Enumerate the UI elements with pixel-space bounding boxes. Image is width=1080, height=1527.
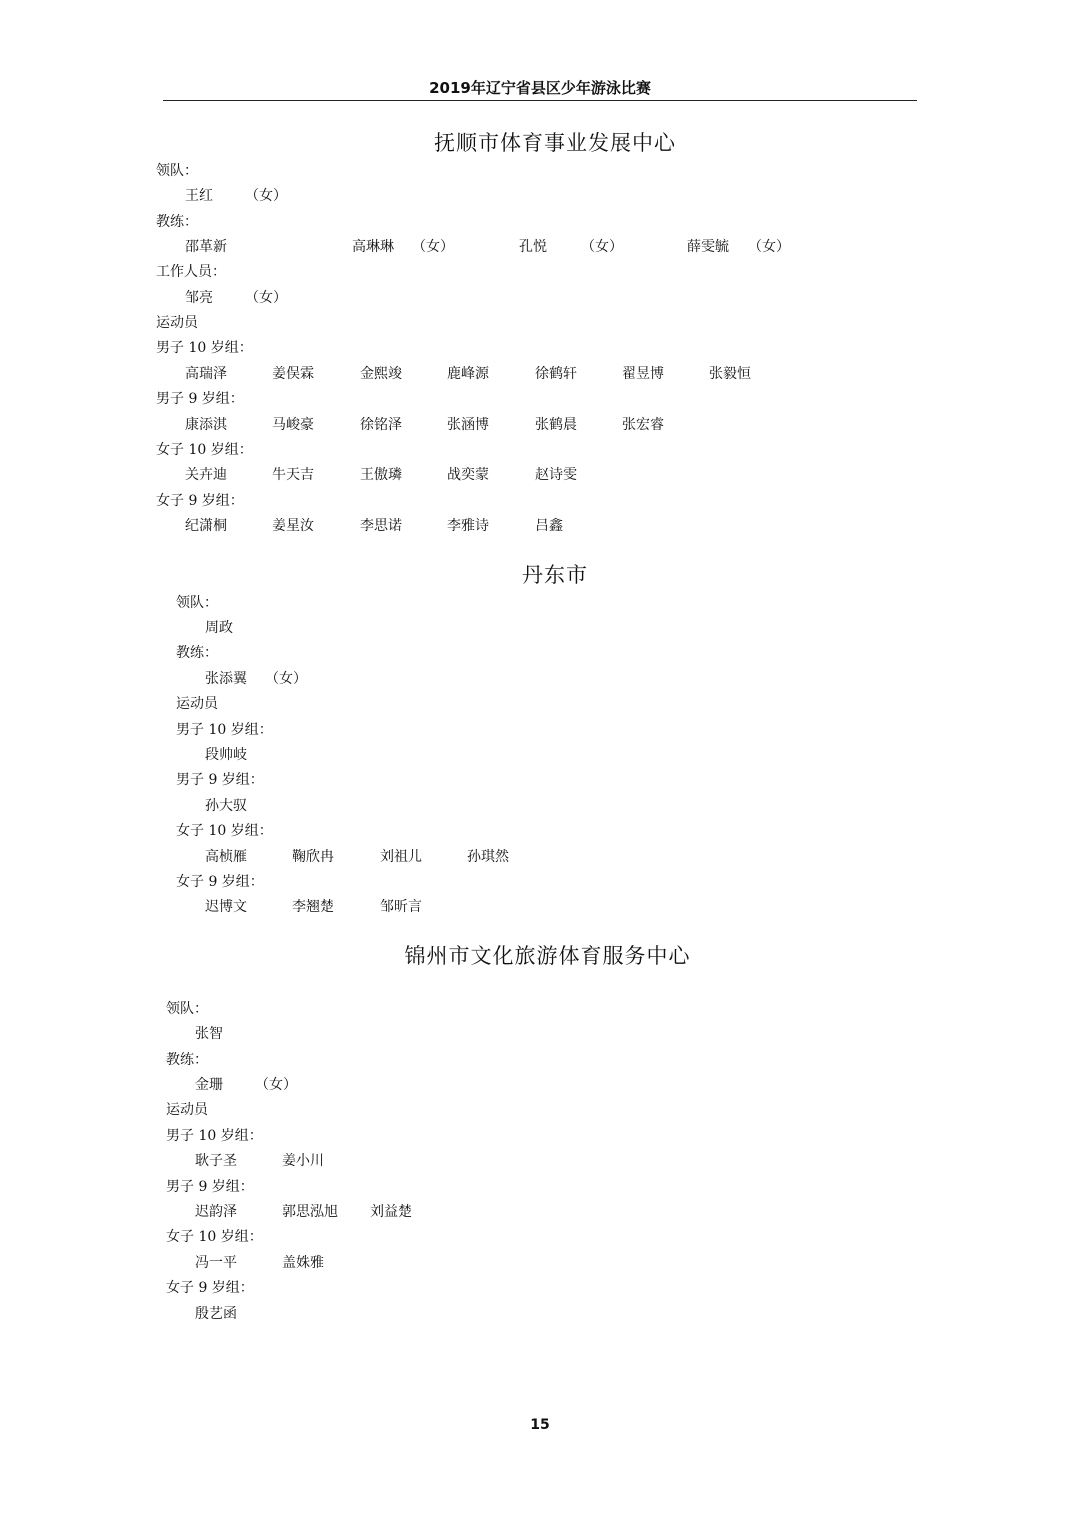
athlete-name: 康添淇 — [185, 417, 227, 433]
athlete-name: 李雅诗 — [447, 518, 489, 534]
athlete-name: 张涵博 — [447, 417, 489, 433]
header-rule — [163, 100, 917, 101]
athlete-name: 李翘楚 — [292, 899, 334, 915]
athlete-name: 耿子圣 — [195, 1153, 237, 1169]
gender-note: （女） — [255, 1077, 297, 1093]
athlete-name: 牛天吉 — [272, 467, 314, 483]
athlete-name: 殷艺函 — [195, 1306, 237, 1322]
person-name: 张智 — [195, 1026, 223, 1042]
athlete-name: 高瑞泽 — [185, 366, 227, 382]
athlete-name: 金熙竣 — [360, 366, 402, 382]
person-name: 王红 — [185, 188, 213, 204]
team-title: 丹东市 — [522, 563, 588, 587]
athlete-name: 翟昱博 — [622, 366, 664, 382]
page-number: 15 — [530, 1417, 550, 1433]
athlete-name: 王傲璘 — [360, 467, 402, 483]
athlete-name: 鞠欣冉 — [292, 849, 334, 865]
person-name: 张添翼 — [205, 671, 247, 687]
team-title: 抚顺市体育事业发展中心 — [434, 131, 676, 155]
athlete-name: 盖姝雅 — [282, 1255, 324, 1271]
athlete-name: 姜俣霖 — [272, 366, 314, 382]
team-title: 锦州市文化旅游体育服务中心 — [404, 944, 691, 968]
person-name: 周政 — [205, 620, 233, 636]
athlete-name: 张鹤晨 — [535, 417, 577, 433]
person-name: 邵革新 — [185, 239, 227, 255]
athlete-name: 刘祖儿 — [380, 849, 422, 865]
athlete-name: 纪潇桐 — [185, 518, 227, 534]
athlete-name: 马峻豪 — [272, 417, 314, 433]
gender-note: （女） — [265, 671, 307, 687]
athlete-name: 冯一平 — [195, 1255, 237, 1271]
athlete-name: 战奕蒙 — [447, 467, 489, 483]
athlete-name: 孙大驭 — [205, 798, 247, 814]
athlete-name: 张毅恒 — [709, 366, 751, 382]
athlete-name: 关卉迪 — [185, 467, 227, 483]
athlete-name: 姜小川 — [282, 1153, 324, 1169]
athlete-name: 徐鹤轩 — [535, 366, 577, 382]
gender-note: （女） — [581, 239, 623, 255]
athlete-name: 吕鑫 — [535, 518, 563, 534]
athlete-name: 段帅岐 — [205, 747, 247, 763]
athlete-name: 徐铭泽 — [360, 417, 402, 433]
athlete-name: 刘益楚 — [370, 1204, 412, 1220]
athlete-name: 高桢雁 — [205, 849, 247, 865]
athlete-name: 邹昕言 — [380, 899, 422, 915]
document-page: 2019年辽宁省县区少年游泳比赛 抚顺市体育事业发展中心 领队： 王红 （女） 教练： 邵革新 高琳琳 （女） 孔悦 （女） 薛雯毓 （女） 工作人员： 邹亮 （女） 运动员 男子 10 岁组： 高瑞泽 姜俣霖 金熙竣 鹿峰源 徐鹤轩 翟昱博 张毅恒 男子 9 岁组： 康添淇 马峻豪 徐铭泽 张涵博 张鹤晨 张宏睿 女子 10 岁组： 关卉迪 牛天吉 王傲璘 战奕蒙 赵诗雯 女子 9 岁组： 纪潇桐 姜星汝 李思诺 李雅诗 吕鑫 丹东市 领队： 周政 教练： 张添翼 （女） 运动员 男子 10 岁组： 段帅岐 男子 9 岁组： 孙大驭 女子 10 岁组： 高桢雁 鞠欣冉 刘祖儿 孙琪然 女子 9 岁组： 迟博文 李翘楚 邹昕言 锦州市文化旅游体育服务中心 领队： 张智 教练： 金珊 （女） 运动员 男子 10 岁组： 耿子圣 姜小川 男子 9 岁组： 迟韵泽 郭思泓旭 刘益楚 女子 10 岁组： 冯一平 盖姝雅 女子 9 岁组： 殷艺函 15 — [0, 0, 1080, 1527]
athlete-name: 姜星汝 — [272, 518, 314, 534]
athlete-name: 李思诺 — [360, 518, 402, 534]
person-name: 邹亮 — [185, 290, 213, 306]
person-name: 高琳琳 — [352, 239, 394, 255]
athlete-name: 张宏睿 — [622, 417, 664, 433]
gender-note: （女） — [245, 188, 287, 204]
gender-note: （女） — [412, 239, 454, 255]
athlete-name: 迟博文 — [205, 899, 247, 915]
person-name: 孔悦 — [519, 239, 547, 255]
athlete-name: 鹿峰源 — [447, 366, 489, 382]
athlete-name: 迟韵泽 — [195, 1204, 237, 1220]
person-name: 金珊 — [195, 1077, 223, 1093]
gender-note: （女） — [748, 239, 790, 255]
page-header: 2019年辽宁省县区少年游泳比赛 — [429, 79, 651, 97]
person-name: 薛雯毓 — [687, 239, 729, 255]
athlete-name: 郭思泓旭 — [282, 1204, 338, 1220]
athlete-name: 孙琪然 — [467, 849, 509, 865]
athlete-name: 赵诗雯 — [535, 467, 577, 483]
gender-note: （女） — [245, 290, 287, 306]
